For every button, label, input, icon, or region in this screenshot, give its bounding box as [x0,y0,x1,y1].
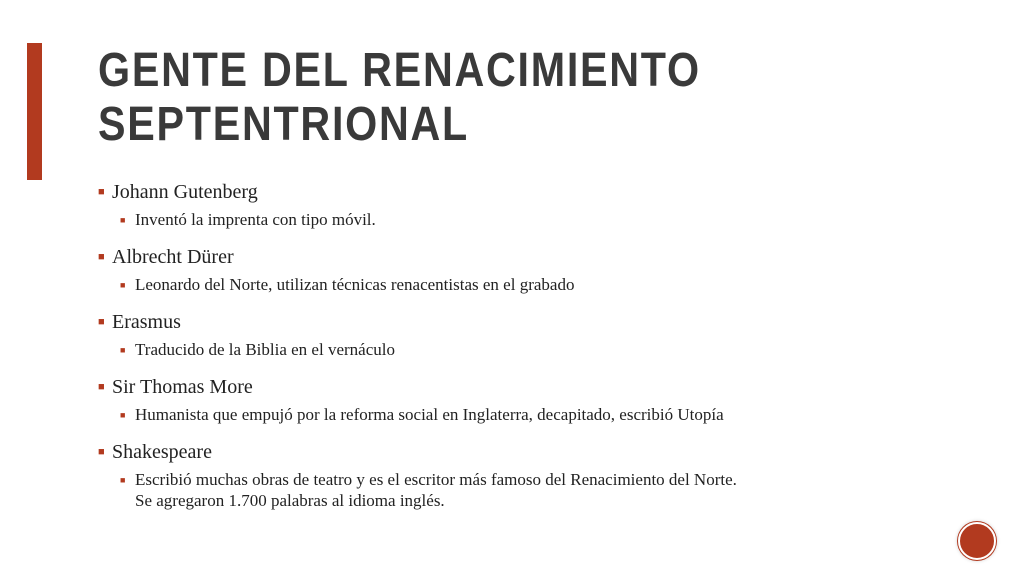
item-label: Erasmus [112,311,181,333]
square-bullet-icon: ■ [98,381,105,393]
square-bullet-icon: ■ [120,475,126,485]
item-label: Shakespeare [112,441,212,463]
list-item-gutenberg [98,178,978,233]
slide-title-line-1: GENTE DEL RENACIMIENTO [98,44,701,97]
square-bullet-icon: ■ [120,215,126,225]
list-item-shakespeare [98,438,978,511]
item-detail-line-2: Se agregaron 1.700 palabras al idioma inglés. [135,491,445,510]
item-detail [135,469,737,511]
list-item-erasmus [98,308,978,363]
list-item-durer [98,243,978,298]
slide-number-badge [958,522,996,560]
item-label: Albrecht Dürer [112,246,234,268]
square-bullet-icon: ■ [120,410,126,420]
square-bullet-icon: ■ [98,186,105,198]
square-bullet-icon: ■ [98,316,105,328]
slide-title-line-2: SEPTENTRIONAL [98,98,469,151]
item-detail: Inventó la imprenta con tipo móvil. [135,210,376,229]
bullet-list [98,178,978,521]
item-detail-line-1: Escribió muchas obras de teatro y es el escritor más famoso del Renacimiento del Norte. [135,470,737,489]
list-item-thomas-more [98,373,978,428]
title-accent-bar [27,43,42,180]
square-bullet-icon: ■ [120,345,126,355]
item-detail: Leonardo del Norte, utilizan técnicas renacentistas en el grabado [135,275,575,294]
item-label: Sir Thomas More [112,376,253,398]
item-detail: Humanista que empujó por la reforma social en Inglaterra, decapitado, escribió Utopía [135,405,724,424]
item-detail: Traducido de la Biblia en el vernáculo [135,340,395,359]
square-bullet-icon: ■ [120,280,126,290]
item-label: Johann Gutenberg [112,181,258,203]
square-bullet-icon: ■ [98,446,105,458]
square-bullet-icon: ■ [98,251,105,263]
slide-title [98,44,855,152]
